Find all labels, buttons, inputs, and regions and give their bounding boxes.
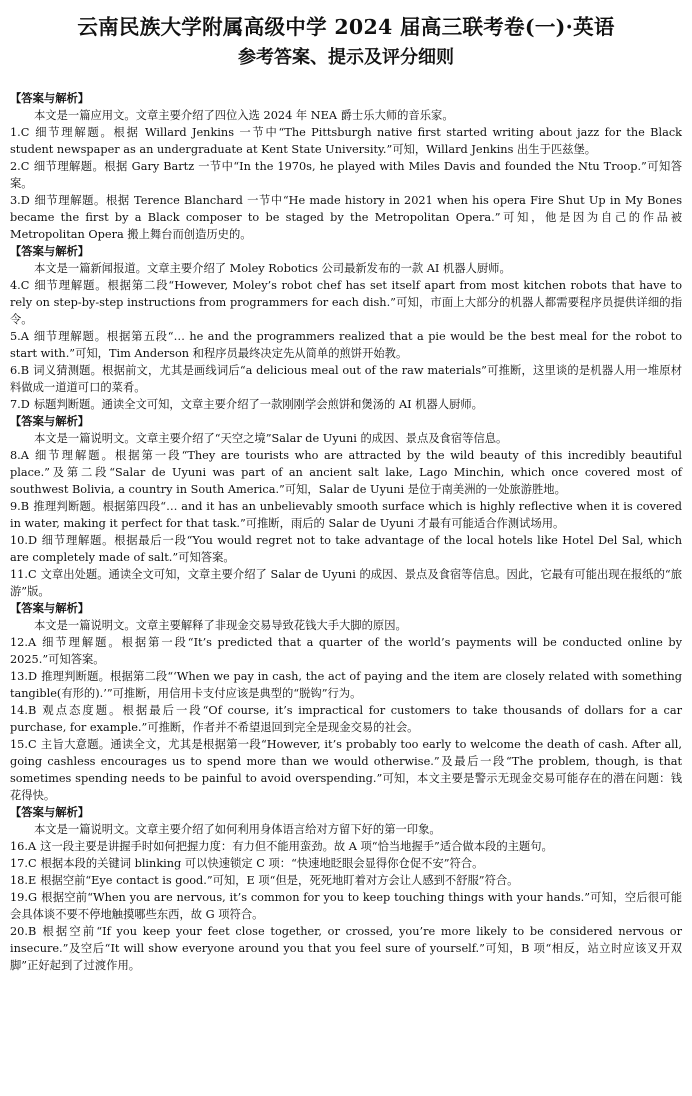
explanation-text: 根据空前“When you are nervous, it’s common for you to keep touching things with your hands.”可知，空后很可能会具体谈不要不停地触摸哪些东西，故 G 项符合。 (10, 891, 682, 921)
answer-section (10, 413, 682, 600)
answer-item (10, 855, 682, 872)
answer-letter: D (20, 398, 30, 411)
explanation-text: 细节理解题。根据第二段“However, Moley’s robot chef has set itself apart from most kitchen robots that have to rely on step-by-step instructions from programmers for each dish.”可知，市面上大部分的机器人都需要程序员提供详细的指令。 (10, 279, 682, 326)
answer-item (10, 668, 682, 702)
question-number: 19. (10, 891, 28, 904)
question-number: 18. (10, 874, 28, 887)
explanation-text: 推理判断题。根据第二段“‘When we pay in cash, the act of paying and the item are closely related with something tangible(有形的).’”可推断，用信用卡支付应该是典型的“脱钩”行为。 (10, 670, 682, 700)
answer-letter: G (27, 891, 37, 904)
answer-item (10, 498, 682, 532)
explanation-text: 观点态度题。根据最后一段“Of course, it’s impractical for customers to take thousands of dollars for a car purchase, for example.”可推断，作者并不希望退回到完全是现金交易的社会。 (10, 704, 682, 734)
answer-item (10, 736, 682, 804)
explanation-text: 细节理解题。根据第一段“They are tourists who are attracted by the wild beauty of this incredibly beautiful place.”及第二段“Salar de Uyuni was part of an ancient salt lake, Lago Minchin, which once covered most of southwest Bolivia, a country in South America.”可知，Salar de Uyuni 是位于南美洲的一处旅游胜地。 (10, 449, 682, 496)
section-heading: 【答案与解析】 (10, 244, 90, 258)
explanation-text: 词义猜测题。根据前文，尤其是画线词后“a delicious meal out of the raw materials”可推断，这里谈的是机器人用一堆原材料做成一道道可口的菜肴。 (10, 364, 682, 394)
passage-summary: 本文是一篇新闻报道。文章主要介绍了 Moley Robotics 公司最新发布的一款 AI 机器人厨师。 (34, 262, 511, 275)
answer-item (10, 396, 682, 413)
explanation-text: 标题判断题。通读全文可知，文章主要介绍了一款刚刚学会煎饼和煲汤的 AI 机器人厨师。 (33, 398, 483, 411)
question-number: 11. (10, 568, 28, 581)
question-number: 13. (10, 670, 28, 683)
question-number: 8. (10, 449, 21, 462)
answer-letter: A (27, 840, 37, 853)
answer-letter: C (20, 126, 30, 139)
answer-section (10, 600, 682, 804)
explanation-text: 根据空前“Eye contact is good.”可知，E 项“但是，死死地盯着对方会让人感到不舒服”符合。 (40, 874, 519, 887)
answer-item (10, 158, 682, 192)
answer-letter: B (20, 500, 30, 513)
answer-item (10, 124, 682, 158)
explanation-text: 根据本段的关键词 blinking 可以快速锁定 C 项：“快速地眨眼会显得你仓促不安”符合。 (40, 857, 484, 870)
explanation-text: 细节理解题。根据 Gary Bartz 一节中“In the 1970s, he played with Miles Davis and founded the Ntu Troop.”可知答案。 (10, 160, 682, 190)
explanation-text: 根据空前“If you keep your feet close together, or crossed, you’re more likely to be considered nervous or insecure.”及空后“It will show everyone around you that you feel sure of yourself.”可知，B 项“相反，站立时应该叉开双脚”正好起到了过渡作用。 (10, 925, 682, 972)
explanation-text: 文章出处题。通读全文可知，文章主要介绍了 Salar de Uyuni 的成因、景点及食宿等信息。因此，它最有可能出现在报纸的“旅游”版。 (10, 568, 682, 598)
passage-summary: 本文是一篇应用文。文章主要介绍了四位入选 2024 年 NEA 爵士乐大师的音乐家。 (34, 109, 454, 122)
explanation-text: 细节理解题。根据第五段“… he and the programmers realized that a pie would be the best meal for the robot to start with.”可知，Tim Anderson 和程序员最终决定先从简单的煎饼开始教。 (10, 330, 682, 360)
page-title: 云南民族大学附属高级中学 2024 届高三联考卷(一)·英语 (77, 15, 615, 39)
page-subtitle: 参考答案、提示及评分细则 (238, 47, 454, 68)
section-heading: 【答案与解析】 (10, 91, 90, 105)
section-heading: 【答案与解析】 (10, 601, 90, 615)
question-number: 15. (10, 738, 28, 751)
answer-letter: C (20, 279, 30, 292)
explanation-text: 推理判断题。根据第四段“… and it has an unbelievably smooth surface which is highly reflective when it is covered in water, making it perfect for that task.”可推断，雨后的 Salar de Uyuni 才最有可能适合作测试场用。 (10, 500, 682, 530)
question-number: 7. (10, 398, 21, 411)
answer-item (10, 362, 682, 396)
answer-item (10, 889, 682, 923)
answer-letter: B (27, 925, 37, 938)
answer-letter: C (27, 857, 37, 870)
question-number: 20. (10, 925, 28, 938)
passage-summary: 本文是一篇说明文。文章主要介绍了“天空之境”Salar de Uyuni 的成因、景点及食宿等信息。 (34, 432, 508, 445)
question-number: 4. (10, 279, 21, 292)
answer-section (10, 90, 682, 243)
answer-letter: B (27, 704, 37, 717)
answer-section (10, 243, 682, 413)
question-number: 16. (10, 840, 28, 853)
explanation-text: 这一段主要是讲握手时如何把握力度：有力但不能用蛮劲。故 A 项“恰当地握手”适合做本段的主题句。 (40, 840, 553, 853)
question-number: 14. (10, 704, 28, 717)
answer-section (10, 804, 682, 974)
explanation-text: 主旨大意题。通读全文，尤其是根据第一段“However, it’s probably too early to welcome the death of cash. After all, going cashless encourages us to spend more than we would otherwise.”及最后一段“The problem, though, is that sometimes spending needs to be painful to avoid overspending.”可知，本文主要是警示无现金交易可能存在的潜在问题：钱花得快。 (10, 738, 682, 802)
explanation-text: 细节理解题。根据最后一段“You would regret not to take advantage of the local hotels like Hotel Del Sal, which are completely made of salt.”可知答案。 (10, 534, 682, 564)
question-number: 5. (10, 330, 21, 343)
answer-letter: D (27, 670, 38, 683)
question-number: 1. (10, 126, 21, 139)
answer-letter: C (27, 738, 37, 751)
answer-item (10, 923, 682, 974)
answer-item (10, 838, 682, 855)
question-number: 10. (10, 534, 28, 547)
explanation-text: 细节理解题。根据 Terence Blanchard 一节中“He made history in 2021 when his opera Fire Shut Up in My Bones became the first by a Black composer to be staged by the Metropolitan Opera.”可知，他是因为自己的作品被 Metropolitan Opera 搬上舞台而创造历史的。 (10, 194, 682, 241)
answer-item (10, 447, 682, 498)
answer-item (10, 277, 682, 328)
answer-letter: C (27, 568, 37, 581)
answer-item (10, 702, 682, 736)
explanation-text: 细节理解题。根据第一段“It’s predicted that a quarter of the world’s payments will be conducted online by 2025.”可知答案。 (10, 636, 682, 666)
answer-letter: C (20, 160, 30, 173)
question-number: 6. (10, 364, 21, 377)
answer-letter: A (27, 636, 37, 649)
answer-letter: D (27, 534, 38, 547)
answer-item (10, 872, 682, 889)
passage-summary: 本文是一篇说明文。文章主要介绍了如何利用身体语言给对方留下好的第一印象。 (34, 823, 441, 836)
answer-item (10, 532, 682, 566)
answer-item (10, 634, 682, 668)
question-number: 9. (10, 500, 21, 513)
answer-letter: D (20, 194, 30, 207)
question-number: 2. (10, 160, 21, 173)
answer-letter: E (27, 874, 37, 887)
answer-content (10, 90, 682, 974)
answer-letter: A (20, 330, 29, 343)
section-heading: 【答案与解析】 (10, 805, 90, 819)
answer-letter: A (20, 449, 29, 462)
question-number: 3. (10, 194, 21, 207)
passage-summary: 本文是一篇说明文。文章主要解释了非现金交易导致花钱大手大脚的原因。 (34, 619, 407, 632)
question-number: 17. (10, 857, 28, 870)
answer-item (10, 566, 682, 600)
answer-letter: B (20, 364, 30, 377)
answer-item (10, 328, 682, 362)
explanation-text: 细节理解题。根据 Willard Jenkins 一节中“The Pittsburgh native first started writing about jazz for the Black student newspaper as an undergraduate at Kent State University.”可知，Willard Jenkins 出生于匹兹堡。 (10, 126, 682, 156)
question-number: 12. (10, 636, 28, 649)
answer-item (10, 192, 682, 243)
section-heading: 【答案与解析】 (10, 414, 90, 428)
